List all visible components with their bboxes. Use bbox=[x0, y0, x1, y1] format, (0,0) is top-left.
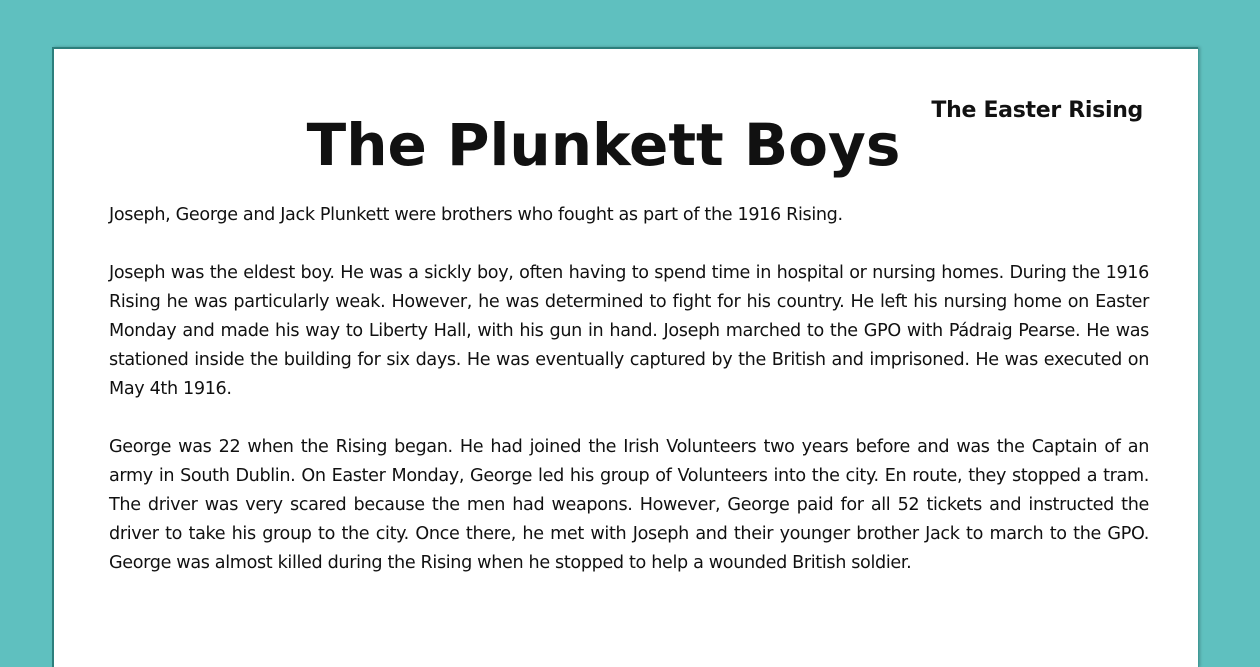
paragraph-george: George was 22 when the Rising began. He had joined the Irish Volunteers two years before and was the Captain of an army in South Dublin. On Easter Monday, George led his group of Volunteers into the city. En route, they stopped a tram. The driver was very scared because the men had weapons. However, George paid for all 52 tickets and instructed the driver to take his group to the city. Once there, he met with Joseph and their younger brother Jack to march to the GPO. George was almost killed during the Rising when he stopped to help a wounded British soldier. bbox=[109, 437, 1149, 573]
topic-label: The Easter Rising bbox=[931, 98, 1143, 123]
body-text bbox=[109, 201, 1149, 607]
page-title: The Plunkett Boys bbox=[306, 111, 901, 179]
worksheet-page bbox=[52, 47, 1198, 667]
intro-paragraph: Joseph, George and Jack Plunkett were brothers who fought as part of the 1916 Rising. bbox=[109, 205, 843, 225]
paragraph-joseph: Joseph was the eldest boy. He was a sickly boy, often having to spend time in hospital or nursing homes. During the 1916 Rising he was particularly weak. However, he was determined to fight for his country. He left his nursing home on Easter Monday and made his way to Liberty Hall, with his gun in hand. Joseph marched to the GPO with Pádraig Pearse. He was stationed inside the building for six days. He was eventually captured by the British and imprisoned. He was executed on May 4th 1916. bbox=[109, 263, 1149, 399]
